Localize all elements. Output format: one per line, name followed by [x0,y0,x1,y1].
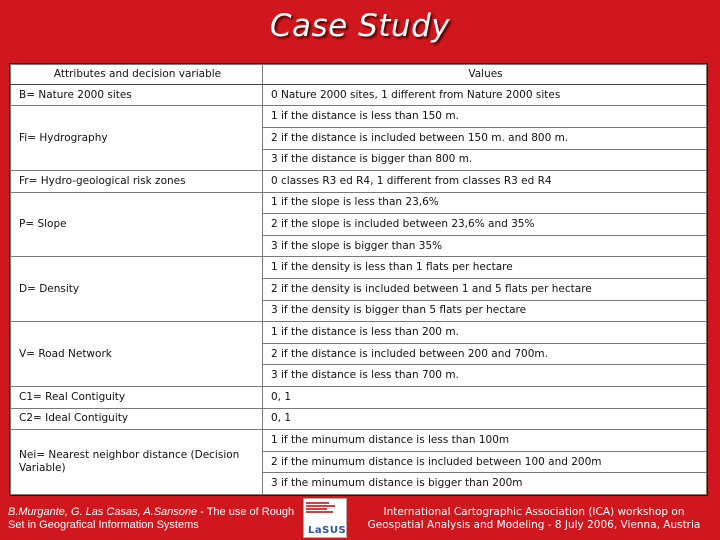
value-cell: 2 if the density is included between 1 and 5 flats per hectare [263,279,707,301]
footer-event-line-1: International Cartographic Association (ICA) workshop on [383,506,685,518]
attribute-cell: P= Slope [11,192,263,257]
attribute-cell: B= Nature 2000 sites [11,84,263,106]
attribute-cell: V= Road Network [11,322,263,387]
value-cell: 3 if the distance is bigger than 800 m. [263,149,707,171]
table-header-row [11,65,707,85]
value-cell: 0 classes R3 ed R4, 1 different from classes R3 ed R4 [263,171,707,193]
value-cell: 1 if the density is less than 1 flats per hectare [263,257,707,279]
table-row [11,171,707,193]
value-cell: 3 if the distance is less than 700 m. [263,365,707,387]
case-study-table-panel [9,63,708,496]
value-cell: 2 if the slope is included between 23,6% and 35% [263,214,707,236]
footer-event [355,506,713,532]
table-row [11,192,707,214]
value-cell: 0 Nature 2000 sites, 1 different from Nature 2000 sites [263,84,707,106]
attribute-cell: D= Density [11,257,263,322]
value-cell: 1 if the minumum distance is less than 100m [263,430,707,452]
footer-event-line-2: Geospatial Analysis and Modeling - 8 July 2006, Vienna, Austria [367,519,701,531]
lasus-logo [303,498,347,538]
table-row [11,387,707,409]
table-row [11,322,707,344]
slide-title: Case Study [269,8,451,44]
header-values: Values [263,65,707,85]
value-cell: 2 if the distance is included between 200 and 700m. [263,343,707,365]
value-cell: 2 if the distance is included between 150 m. and 800 m. [263,127,707,149]
attribute-cell: Fi= Hydrography [11,106,263,171]
footer-authors: B.Murgante, G. Las Casas, A.Sansone [8,506,198,518]
attribute-cell: Nei= Nearest neighbor distance (Decision Variable) [11,430,263,495]
table-row [11,84,707,106]
value-cell: 3 if the minumum distance is bigger than 200m [263,473,707,495]
logo-brand-text: LaSUS [308,525,347,536]
attribute-cell: Fr= Hydro-geological risk zones [11,171,263,193]
value-cell: 1 if the slope is less than 23,6% [263,192,707,214]
header-attributes: Attributes and decision variable [11,65,263,85]
value-cell: 2 if the minumum distance is included between 100 and 200m [263,451,707,473]
value-cell: 0, 1 [263,408,707,430]
value-cell: 1 if the distance is less than 150 m. [263,106,707,128]
table-row [11,408,707,430]
value-cell: 3 if the density is bigger than 5 flats per hectare [263,300,707,322]
value-cell: 0, 1 [263,387,707,409]
footer-citation [8,506,300,532]
value-cell: 3 if the slope is bigger than 35% [263,235,707,257]
case-study-table [10,64,707,495]
value-cell: 1 if the distance is less than 200 m. [263,322,707,344]
attribute-cell: C1= Real Contiguity [11,387,263,409]
footer-paper-title: - The use of Rough Set in Geografical Information Systems [8,506,295,531]
table-row [11,257,707,279]
table-row [11,430,707,452]
table-row [11,106,707,128]
attribute-cell: C2= Ideal Contiguity [11,408,263,430]
